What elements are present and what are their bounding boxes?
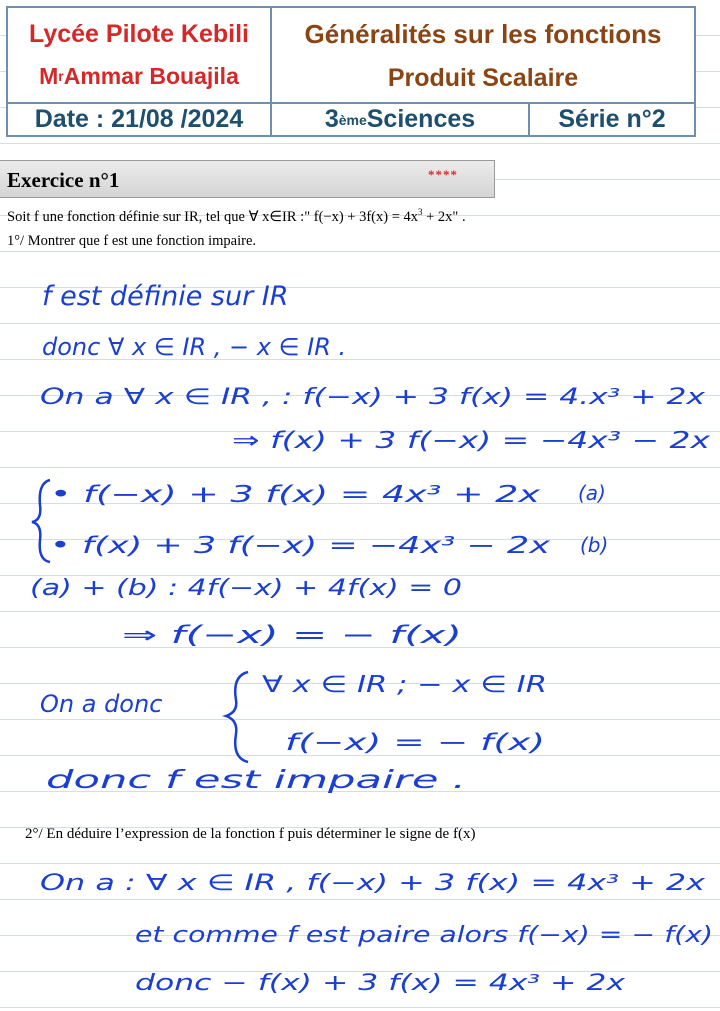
hw-line-9a: On a donc bbox=[40, 690, 163, 718]
conclusion-brace bbox=[226, 672, 248, 762]
hw-line-2: donc ∀ x ∈ IR , − x ∈ IR . bbox=[42, 333, 347, 361]
exercise-title: Exercice n°1 bbox=[7, 168, 120, 192]
teacher-name: M r Ammar Bouajila bbox=[39, 62, 239, 89]
question-1: 1°/ Montrer que f est une fonction impaire. bbox=[7, 233, 257, 249]
statement-exponent: 3 bbox=[418, 207, 423, 217]
hw-line-8: ⇒ f(−x) = − f(x) bbox=[122, 621, 462, 649]
statement-pre: Soit f une fonction définie sur IR, tel que ∀ x∈IR :" f(−x) + 3f(x) = 4x bbox=[7, 208, 418, 225]
hw-line-7: (a) + (b) : 4f(−x) + 4f(x) = 0 bbox=[30, 576, 462, 601]
hw-line-6: • f(x) + 3 f(−x) = −4x³ − 2x bbox=[50, 533, 551, 559]
topic-line-1: Généralités sur les fonctions bbox=[304, 18, 662, 49]
system-brace bbox=[32, 480, 50, 562]
hw-tag-a: (a) bbox=[578, 481, 606, 505]
question-2: 2°/ En déduire l’expression de la fonction f puis déterminer le signe de f(x) bbox=[25, 826, 476, 842]
hw-line-1: f est définie sur IR bbox=[42, 281, 289, 312]
level-name: Sciences bbox=[366, 105, 476, 133]
school-name: Lycée Pilote Kebili bbox=[29, 19, 249, 48]
hw-line-13: et comme f est paire alors f(−x) = − f(x) bbox=[135, 923, 713, 948]
hw-tag-b: (b) bbox=[580, 533, 609, 557]
hw-line-12: On a : ∀ x ∈ IR , f(−x) + 3 f(x) = 4x³ + 2x bbox=[40, 871, 707, 896]
hw-line-10: f(−x) = − f(x) bbox=[285, 730, 545, 756]
hw-line-5: • f(−x) + 3 f(x) = 4x³ + 2x bbox=[50, 482, 541, 508]
hw-line-14: donc − f(x) + 3 f(x) = 4x³ + 2x bbox=[135, 971, 627, 996]
hw-line-4: ⇒ f(x) + 3 f(−x) = −4x³ − 2x bbox=[232, 428, 711, 454]
date-cell: Date : 21/08 /2024 bbox=[34, 105, 244, 133]
hw-line-9b: ∀ x ∈ IR ; − x ∈ IR bbox=[262, 672, 547, 698]
serie-cell: Série n°2 bbox=[558, 105, 666, 133]
level-num: 3 bbox=[324, 105, 339, 133]
topic-line-2: Produit Scalaire bbox=[387, 63, 579, 92]
hw-line-11: donc f est impaire . bbox=[46, 765, 466, 794]
level-cell: 3 ème Sciences bbox=[324, 105, 476, 133]
hw-line-3: On a ∀ x ∈ IR , : f(−x) + 3 f(x) = 4.x³ + 2x bbox=[40, 385, 707, 410]
teacher-prefix: M bbox=[39, 62, 59, 89]
statement-post: + 2x" . bbox=[422, 208, 466, 225]
teacher-surname: Ammar Bouajila bbox=[63, 62, 239, 89]
difficulty-stars: **** bbox=[428, 167, 458, 182]
